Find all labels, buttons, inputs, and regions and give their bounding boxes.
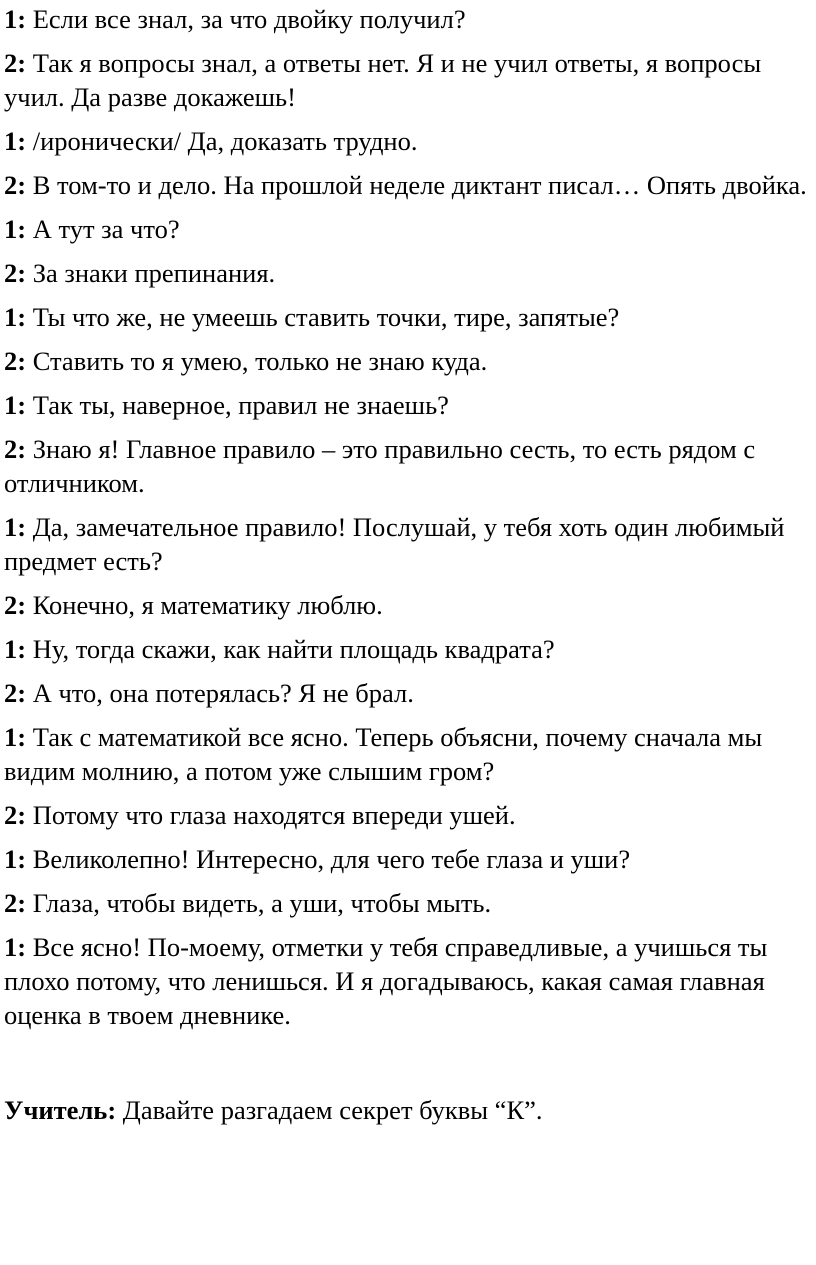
speaker-label: 2:	[4, 434, 27, 464]
dialogue-text: Так ты, наверное, правил не знаешь?	[32, 390, 449, 420]
dialogue-line	[4, 388, 812, 422]
speaker-label: 1:	[4, 844, 27, 874]
dialogue-text: Да, замечательное правило! Послушай, у тебя хоть один любимый предмет есть?	[4, 512, 785, 576]
dialogue-line	[4, 46, 812, 114]
teacher-label: Учитель:	[4, 1095, 117, 1125]
dialogue-text: Так я вопросы знал, а ответы нет. Я и не учил ответы, я вопросы учил. Да разве докажешь!	[4, 48, 762, 112]
dialogue-text: Ну, тогда скажи, как найти площадь квадрата?	[32, 634, 555, 664]
teacher-line	[4, 1093, 812, 1127]
speaker-label: 1:	[4, 722, 27, 752]
dialogue-text: Если все знал, за что двойку получил?	[32, 4, 466, 34]
speaker-label: 1:	[4, 214, 27, 244]
teacher-text: Давайте разгадаем секрет буквы “К”.	[122, 1095, 543, 1125]
dialogue-line	[4, 300, 812, 334]
dialogue-text: Великолепно! Интересно, для чего тебе глаза и уши?	[32, 844, 631, 874]
speaker-label: 2:	[4, 800, 27, 830]
dialogue-line	[4, 798, 812, 832]
dialogue-text: Конечно, я математику люблю.	[32, 590, 383, 620]
speaker-label: 1:	[4, 634, 27, 664]
dialogue-text: Все ясно! По-моему, отметки у тебя справедливые, а учишься ты плохо потому, что ленишься. И я догадываюсь, какая самая главная оценка в твоем дневнике.	[4, 932, 768, 1030]
speaker-label: 1:	[4, 126, 27, 156]
speaker-label: 1:	[4, 512, 27, 542]
dialogue-line	[4, 842, 812, 876]
speaker-label: 1:	[4, 302, 27, 332]
dialogue-text: За знаки препинания.	[32, 258, 276, 288]
speaker-label: 2:	[4, 258, 27, 288]
dialogue-line	[4, 720, 812, 788]
dialogue-line	[4, 588, 812, 622]
dialogue-line	[4, 510, 812, 578]
dialogue-line	[4, 930, 812, 1032]
document-page	[4, 0, 812, 1137]
dialogue-line	[4, 124, 812, 158]
dialogue-line	[4, 2, 812, 36]
dialogue-text: В том-то и дело. На прошлой неделе диктант писал… Опять двойка.	[32, 170, 807, 200]
speaker-label: 2:	[4, 678, 27, 708]
speaker-label: 2:	[4, 888, 27, 918]
dialogue-line	[4, 168, 812, 202]
dialogue-line	[4, 344, 812, 378]
dialogue-line	[4, 886, 812, 920]
dialogue-text: Знаю я! Главное правило – это правильно сесть, то есть рядом с отличником.	[4, 434, 756, 498]
speaker-label: 2:	[4, 590, 27, 620]
speaker-label: 1:	[4, 4, 27, 34]
speaker-label: 1:	[4, 932, 27, 962]
dialogue-line	[4, 256, 812, 290]
dialogue-line	[4, 632, 812, 666]
dialogue-line	[4, 432, 812, 500]
dialogue-text: А тут за что?	[32, 214, 180, 244]
speaker-label: 2:	[4, 48, 27, 78]
dialogue-text: Ставить то я умею, только не знаю куда.	[32, 346, 488, 376]
blank-gap	[4, 1042, 812, 1093]
dialogue-text: А что, она потерялась? Я не брал.	[32, 678, 414, 708]
dialogue-line	[4, 676, 812, 710]
dialogue-text: /иронически/ Да, доказать трудно.	[32, 126, 418, 156]
dialogue-text: Ты что же, не умеешь ставить точки, тире, запятые?	[32, 302, 620, 332]
speaker-label: 2:	[4, 346, 27, 376]
dialogue-text: Потому что глаза находятся впереди ушей.	[32, 800, 516, 830]
dialogue-line	[4, 212, 812, 246]
speaker-label: 2:	[4, 170, 27, 200]
dialogue-text: Так с математикой все ясно. Теперь объясни, почему сначала мы видим молнию, а потом уже слышим гром?	[4, 722, 763, 786]
dialogue-text: Глаза, чтобы видеть, а уши, чтобы мыть.	[32, 888, 492, 918]
speaker-label: 1:	[4, 390, 27, 420]
